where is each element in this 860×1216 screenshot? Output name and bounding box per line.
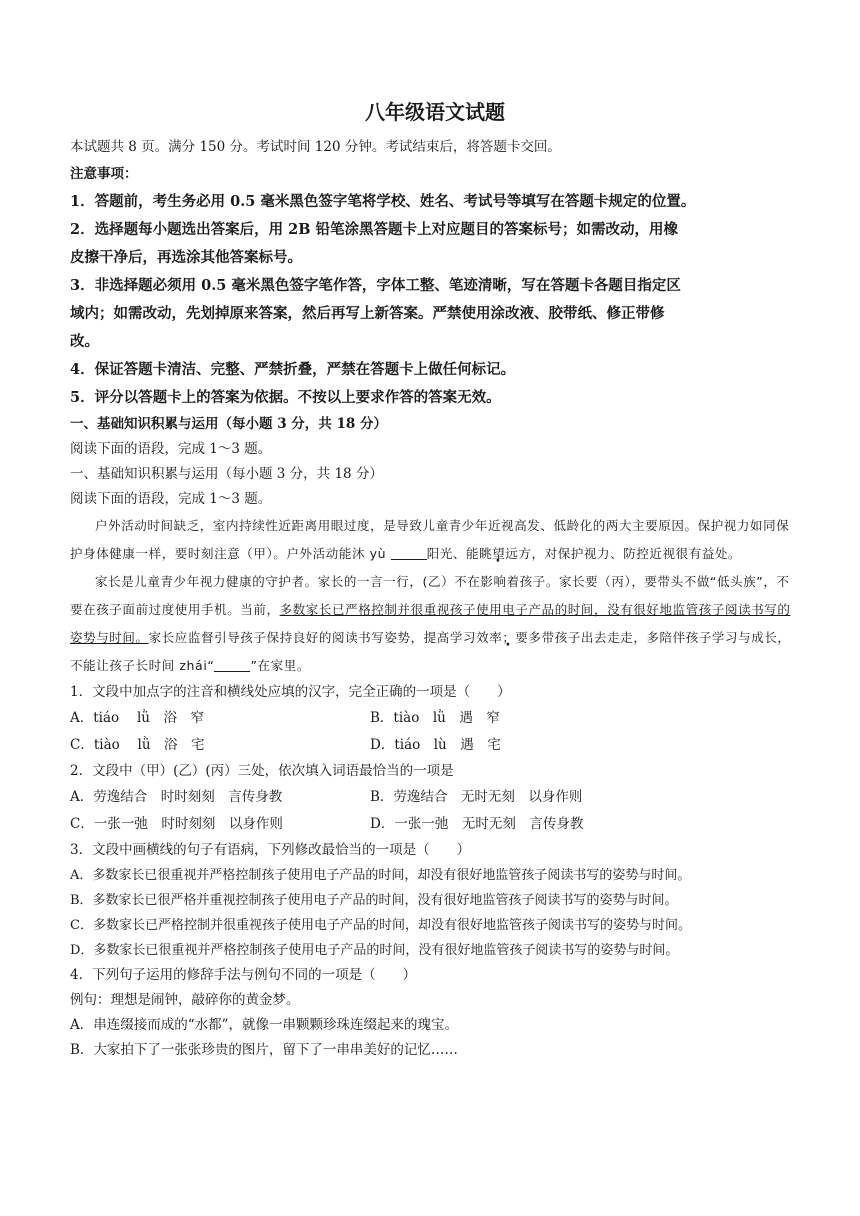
notice-line: 皮擦干净后，再选涂其他答案标号。 (70, 249, 302, 266)
question-4-stem: 4．下列句子运用的修辞手法与例句不同的一项是（ ） (70, 967, 417, 983)
option-d: D．一张一弛 无时无刻 言传身教 (370, 816, 584, 832)
passage-paragraph-2: 家长是儿童青少年视力健康的守护者。家长的一言一行，(乙）不在影响着孩子。家长要（丙），要带头不做“低头族”，不要在孩子面前过度使用手机。当前，多数家长已严格控制并很重视孩子使用电子产品的时间，没有很好地监管孩子阅读书写的姿势与时间。家长应监督引导孩子保持良好的阅读书写姿势，提高学习效率；要多带孩子出去走走，多陪伴孩子学习与成长，不能让孩子长时间 zhái“ ”在家里。 (70, 574, 791, 673)
example-sentence: 例句：理想是闹钟，敲碎你的黄金梦。 (70, 992, 300, 1008)
exam-page (70, 96, 800, 1063)
section-heading-repeat: 一、基础知识积累与运用（每小题 3 分，共 18 分） (70, 466, 383, 482)
reading-instruction: 阅读下面的语段，完成 1～3 题。 (70, 441, 272, 457)
notice-heading: 注意事项： (70, 166, 138, 182)
page-title: 八年级语文试题 (365, 100, 505, 124)
option-b: B．多数家长已很严格并重视控制孩子使用电子产品的时间，没有很好地监管孩子阅读书写的姿势与时间。 (70, 893, 678, 908)
question-1-options (70, 705, 800, 732)
dotted-char: 率 (489, 630, 503, 645)
answer-blank (214, 657, 250, 672)
exam-intro: 本试题共 8 页。满分 150 分。考试时间 120 分钟。考试结束后，将答题卡交回。 (70, 139, 561, 155)
option-b: B．tiào lǜ 遇 窄 (370, 710, 500, 726)
option-c: C．多数家长已严格控制并很重视孩子使用电子产品的时间，却没有很好地监管孩子阅读书写的姿势与时间。 (70, 918, 691, 933)
dotted-char: 眺 (479, 546, 493, 561)
notice-line: 5．评分以答题卡上的答案为依据。不按以上要求作答的答案无效。 (70, 389, 501, 406)
question-2-options (70, 811, 800, 838)
section-heading: 一、基础知识积累与运用（每小题 3 分，共 18 分） (70, 416, 387, 432)
notice-line: 域内；如需改动，先划掉原来答案，然后再写上新答案。严禁使用涂改液、胶带纸、修正带修 (70, 305, 665, 322)
option-a: A．多数家长已很重视并严格控制孩子使用电子产品的时间，却没有很好地监管孩子阅读书写的姿势与时间。 (70, 868, 691, 883)
notice-line: 1．答题前，考生务必用 0.5 毫米黑色签字笔将学校、姓名、考试号等填写在答题卡规定的位置。 (70, 193, 696, 210)
option-b: B．大家拍下了一张张珍贵的图片，留下了一串串美好的记忆…… (70, 1042, 458, 1058)
question-2-stem: 2．文段中（甲）(乙）(丙）三处，依次填入词语最恰当的一项是 (70, 763, 454, 779)
question-1-stem: 1．文段中加点字的注音和横线处应填的汉字，完全正确的一项是（ ） (70, 684, 511, 700)
question-1-options (70, 732, 800, 759)
notice-line: 改。 (70, 333, 99, 350)
notice-line: 3．非选择题必须用 0.5 毫米黑色签字笔作答，字体工整、笔迹清晰，写在答题卡各题目指定区 (70, 277, 681, 294)
question-2-options (70, 784, 800, 811)
option-c: C．tiào lǜ 浴 宅 (70, 737, 205, 753)
option-c: C．一张一弛 时时刻刻 以身作则 (70, 816, 283, 832)
underlined-sentence: 多数家长已严格控制并很重视孩子使用电子产品的时间，没有很好地监管孩子阅读书写的姿势与时间。 (70, 602, 791, 645)
option-b: B．劳逸结合 无时无刻 以身作则 (370, 789, 583, 805)
notice-line: 2．选择题每小题选出答案后，用 2B 铅笔涂黑答题卡上对应题目的答案标号；如需改动，用橡 (70, 221, 679, 238)
answer-blank (391, 545, 427, 560)
option-a: A．劳逸结合 时时刻刻 言传身教 (70, 789, 283, 805)
option-d: D．tiáo lù 遇 宅 (370, 737, 501, 753)
notice-line: 4．保证答题卡清洁、完整、严禁折叠，严禁在答题卡上做任何标记。 (70, 361, 516, 378)
option-d: D．多数家长已很重视并严格控制孩子使用电子产品的时间，没有很好地监管孩子阅读书写的姿势与时间。 (70, 943, 679, 958)
passage-paragraph-1: 户外活动时间缺乏，室内持续性近距离用眼过度，是导致儿童青少年近视高发、低龄化的两大主要原因。保护视力如同保护身体健康一样，要时刻注意（甲）。户外活动能沐 yù 阳光、能眺望远方，对保护视力、防控近视很有益处。 (70, 518, 790, 561)
question-3-stem: 3．文段中画横线的句子有语病，下列修改最恰当的一项是（ ） (70, 842, 471, 858)
reading-instruction-repeat: 阅读下面的语段，完成 1～3 题。 (70, 491, 272, 507)
option-a: A．tiáo lǜ 浴 窄 (70, 710, 204, 726)
option-a: A．串连缀接而成的“水都”，就像一串颗颗珍珠连缀起来的瑰宝。 (70, 1017, 459, 1033)
